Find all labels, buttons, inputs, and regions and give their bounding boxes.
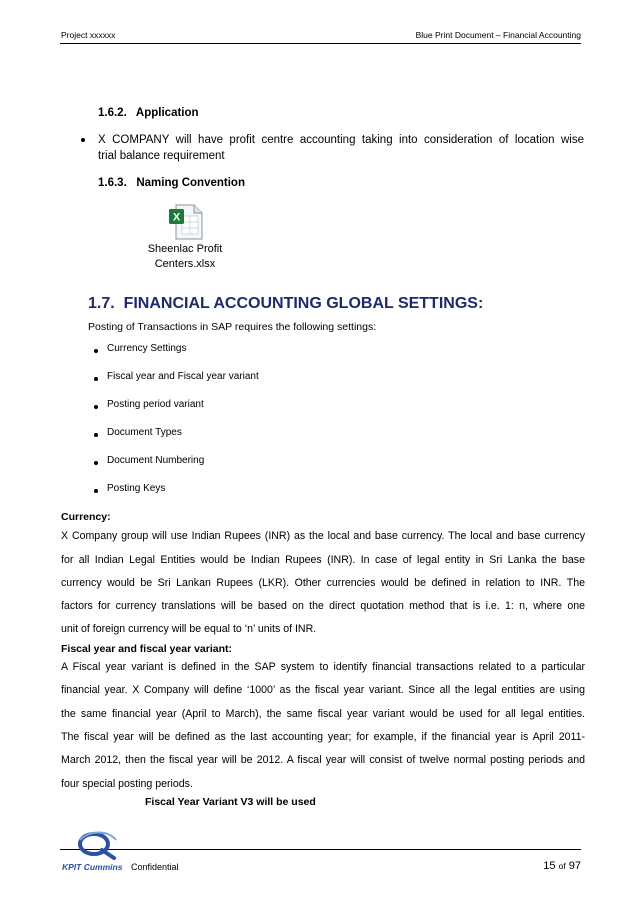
application-bullet-line-1: X COMPANY will have profit centre accounting taking into consideration of location wise [98, 134, 584, 146]
bullet-icon [94, 489, 98, 493]
page-total: 97 [568, 860, 581, 872]
currency-line: unit of foreign currency will be equal to ‘n’ units of INR. [61, 623, 317, 635]
heading-1-6-3: 1.6.3. Naming Convention [98, 177, 245, 189]
page-number [543, 860, 581, 872]
attachment-label-line-1: Sheenlac Profit [147, 243, 223, 255]
section-1-7-intro: Posting of Transactions in SAP requires the following settings: [88, 321, 377, 333]
bullet-icon [94, 461, 98, 465]
fiscal-line: the same financial year (April to March), the same fiscal year variant would be used for all legal entities. [61, 708, 585, 720]
settings-item: Fiscal year and Fiscal year variant [107, 371, 259, 382]
bullet-icon [94, 377, 98, 381]
bullet-icon [94, 349, 98, 353]
footer-rule [60, 849, 581, 850]
application-bullet-line-2: trial balance requirement [98, 150, 225, 162]
heading-1-6-2: 1.6.2. Application [98, 107, 199, 119]
header-left: Project xxxxxx [61, 30, 116, 40]
fiscal-line: financial year. X Company will define ‘1000’ as the fiscal year variant. Since all the legal entities are using [61, 684, 585, 696]
heading-1-7: 1.7. FINANCIAL ACCOUNTING GLOBAL SETTINGS: [88, 295, 484, 312]
bullet-icon [94, 433, 98, 437]
currency-line: factors for currency translations will be based on the direct quotation method that is i.e. 1: n, where one [61, 600, 585, 612]
settings-item: Document Numbering [107, 455, 205, 466]
currency-heading: Currency: [61, 511, 111, 523]
confidential-label: Confidential [131, 862, 179, 872]
fiscal-heading: Fiscal year and fiscal year variant: [61, 643, 233, 655]
fiscal-variant-note: Fiscal Year Variant V3 will be used [145, 796, 316, 808]
bullet-icon [94, 405, 98, 409]
settings-item: Document Types [107, 427, 182, 438]
fiscal-line: The fiscal year will be defined as the last accounting year; for example, if the financial year is April 2011- [61, 731, 585, 743]
fiscal-line: A Fiscal year variant is defined in the SAP system to identify financial transactions related to a particular [61, 661, 585, 673]
fiscal-line: March 2012, then the fiscal year will be 2012. A fiscal year will consist of twelve normal posting periods and [61, 754, 585, 766]
currency-line: currency would be Sri Lankan Rupees (LKR). Other currencies would be defined in relation to INR. The [61, 577, 585, 589]
attachment-label-line-2: Centers.xlsx [154, 258, 216, 270]
fiscal-line: four special posting periods. [61, 778, 193, 790]
header-right: Blue Print Document – Financial Accounting [415, 30, 581, 40]
settings-item: Posting Keys [107, 483, 166, 494]
settings-item: Posting period variant [107, 399, 204, 410]
header-rule [60, 43, 581, 44]
page-current: 15 [543, 860, 556, 872]
svg-text:X: X [172, 211, 181, 224]
logo-text: KPIT Cummins [62, 862, 123, 872]
bullet-icon [81, 138, 85, 142]
settings-item: Currency Settings [107, 343, 187, 354]
page-of: of [558, 861, 566, 871]
currency-line: X Company group will use Indian Rupees (INR) as the local and base currency. The local and base currency [61, 530, 585, 542]
currency-line: for all Indian Legal Entities would be Indian Rupees (INR). In case of legal entity in Sri Lanka the base [61, 554, 585, 566]
excel-file-icon[interactable] [168, 203, 204, 241]
